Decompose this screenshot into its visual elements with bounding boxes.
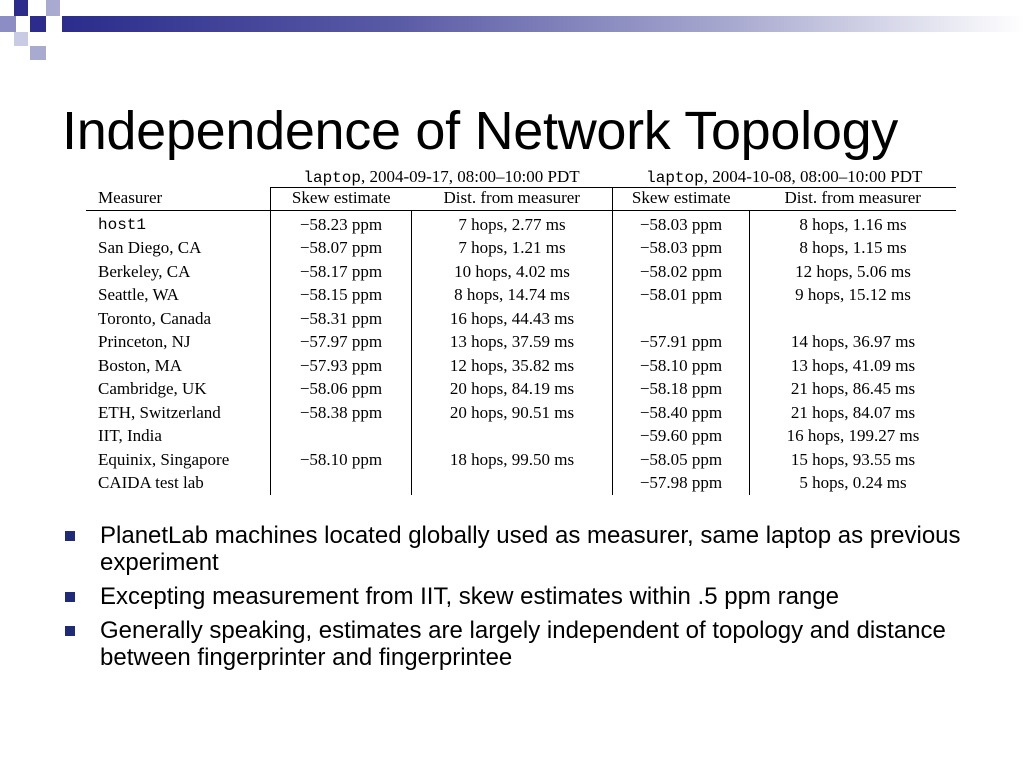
header-gradient-bar <box>62 16 1024 32</box>
cell-skew2: −58.18 ppm <box>613 378 750 402</box>
bullet-item <box>62 522 962 576</box>
cell-dist2: 14 hops, 36.97 ms <box>750 331 957 355</box>
col-header-skew2: Skew estimate <box>613 188 750 211</box>
cell-skew1: −58.15 ppm <box>271 284 412 308</box>
cell-dist1: 7 hops, 1.21 ms <box>412 237 613 261</box>
cell-measurer: host1 <box>98 215 147 234</box>
cell-skew1: −58.31 ppm <box>271 307 412 331</box>
cell-dist2: 16 hops, 199.27 ms <box>750 425 957 449</box>
table-row <box>86 425 956 449</box>
cell-measurer: Berkeley, CA <box>98 261 191 281</box>
cell-dist1: 18 hops, 99.50 ms <box>412 448 613 472</box>
deco-square <box>30 46 46 60</box>
cell-skew1: −58.10 ppm <box>271 448 412 472</box>
cell-dist1: 20 hops, 84.19 ms <box>412 378 613 402</box>
group2-suffix: , 2004-10-08, 08:00–10:00 PDT <box>703 167 923 186</box>
square-bullet-icon <box>65 592 75 602</box>
cell-measurer: Princeton, NJ <box>98 332 191 352</box>
cell-dist2: 12 hops, 5.06 ms <box>750 260 957 284</box>
cell-dist1 <box>412 425 613 449</box>
cell-skew2: −58.05 ppm <box>613 448 750 472</box>
cell-dist1 <box>412 472 613 496</box>
slide-title: Independence of Network Topology <box>62 101 898 161</box>
cell-measurer: Cambridge, UK <box>98 379 207 399</box>
header-decoration <box>0 0 1024 70</box>
cell-dist2: 15 hops, 93.55 ms <box>750 448 957 472</box>
cell-dist2: 5 hops, 0.24 ms <box>750 472 957 496</box>
square-bullet-icon <box>65 626 75 636</box>
bullet-text: Generally speaking, estimates are largely independent of topology and distance between fingerprinter and fingerprintee <box>100 617 946 671</box>
cell-dist2: 13 hops, 41.09 ms <box>750 354 957 378</box>
cell-measurer: Toronto, Canada <box>98 308 212 328</box>
col-header-skew1: Skew estimate <box>271 188 412 211</box>
group2-header <box>613 163 957 188</box>
cell-skew2 <box>613 307 750 331</box>
cell-measurer: San Diego, CA <box>98 238 202 258</box>
table-row <box>86 378 956 402</box>
cell-measurer: CAIDA test lab <box>98 473 204 493</box>
table-row <box>86 472 956 496</box>
table-row <box>86 260 956 284</box>
deco-square <box>14 32 28 46</box>
table-row <box>86 237 956 261</box>
cell-dist1: 16 hops, 44.43 ms <box>412 307 613 331</box>
table-row <box>86 354 956 378</box>
results-table <box>86 163 956 495</box>
cell-skew2: −58.01 ppm <box>613 284 750 308</box>
cell-measurer: Seattle, WA <box>98 285 179 305</box>
cell-skew1: −57.93 ppm <box>271 354 412 378</box>
results-table-wrapper <box>86 163 956 495</box>
cell-skew2: −58.10 ppm <box>613 354 750 378</box>
cell-skew2: −58.03 ppm <box>613 237 750 261</box>
bullet-item <box>62 583 962 610</box>
square-bullet-icon <box>65 531 75 541</box>
cell-skew2: −58.03 ppm <box>613 211 750 237</box>
cell-measurer: Boston, MA <box>98 355 183 375</box>
table-row <box>86 331 956 355</box>
cell-skew2: −58.40 ppm <box>613 401 750 425</box>
cell-skew1: −58.06 ppm <box>271 378 412 402</box>
cell-dist2: 21 hops, 86.45 ms <box>750 378 957 402</box>
table-group-header-row <box>86 163 956 188</box>
table-body <box>86 211 956 496</box>
group1-prefix: laptop <box>303 169 361 187</box>
bullet-list <box>62 522 962 678</box>
cell-skew1: −58.38 ppm <box>271 401 412 425</box>
cell-dist2: 8 hops, 1.15 ms <box>750 237 957 261</box>
cell-skew1 <box>271 472 412 496</box>
cell-skew2: −57.91 ppm <box>613 331 750 355</box>
cell-measurer: ETH, Switzerland <box>98 402 221 422</box>
group2-prefix: laptop <box>646 169 704 187</box>
deco-square <box>46 0 60 16</box>
cell-skew1: −58.07 ppm <box>271 237 412 261</box>
cell-measurer: Equinix, Singapore <box>98 449 230 469</box>
col-header-dist2: Dist. from measurer <box>750 188 957 211</box>
cell-skew1 <box>271 425 412 449</box>
bullet-text: PlanetLab machines located globally used as measurer, same laptop as previous experiment <box>100 522 961 576</box>
cell-dist2: 21 hops, 84.07 ms <box>750 401 957 425</box>
cell-skew1: −58.17 ppm <box>271 260 412 284</box>
table-column-header-row <box>86 188 956 211</box>
group1-suffix: , 2004-09-17, 08:00–10:00 PDT <box>360 167 580 186</box>
table-row <box>86 448 956 472</box>
table-row <box>86 401 956 425</box>
table-row <box>86 307 956 331</box>
cell-dist1: 10 hops, 4.02 ms <box>412 260 613 284</box>
bullet-item <box>62 617 962 671</box>
cell-dist2 <box>750 307 957 331</box>
cell-skew1: −57.97 ppm <box>271 331 412 355</box>
cell-dist2: 9 hops, 15.12 ms <box>750 284 957 308</box>
cell-skew2: −59.60 ppm <box>613 425 750 449</box>
cell-dist1: 20 hops, 90.51 ms <box>412 401 613 425</box>
cell-skew1: −58.23 ppm <box>271 211 412 237</box>
deco-square <box>0 16 16 32</box>
col-header-measurer: Measurer <box>86 188 271 211</box>
cell-dist2: 8 hops, 1.16 ms <box>750 211 957 237</box>
deco-square <box>14 0 28 16</box>
table-row <box>86 211 956 237</box>
cell-measurer: IIT, India <box>98 426 162 446</box>
cell-skew2: −58.02 ppm <box>613 260 750 284</box>
group1-header <box>271 163 613 188</box>
cell-dist1: 12 hops, 35.82 ms <box>412 354 613 378</box>
cell-skew2: −57.98 ppm <box>613 472 750 496</box>
table-row <box>86 284 956 308</box>
cell-dist1: 8 hops, 14.74 ms <box>412 284 613 308</box>
col-header-dist1: Dist. from measurer <box>412 188 613 211</box>
deco-square <box>30 16 46 32</box>
cell-dist1: 13 hops, 37.59 ms <box>412 331 613 355</box>
bullet-text: Excepting measurement from IIT, skew estimates within .5 ppm range <box>100 583 839 610</box>
cell-dist1: 7 hops, 2.77 ms <box>412 211 613 237</box>
